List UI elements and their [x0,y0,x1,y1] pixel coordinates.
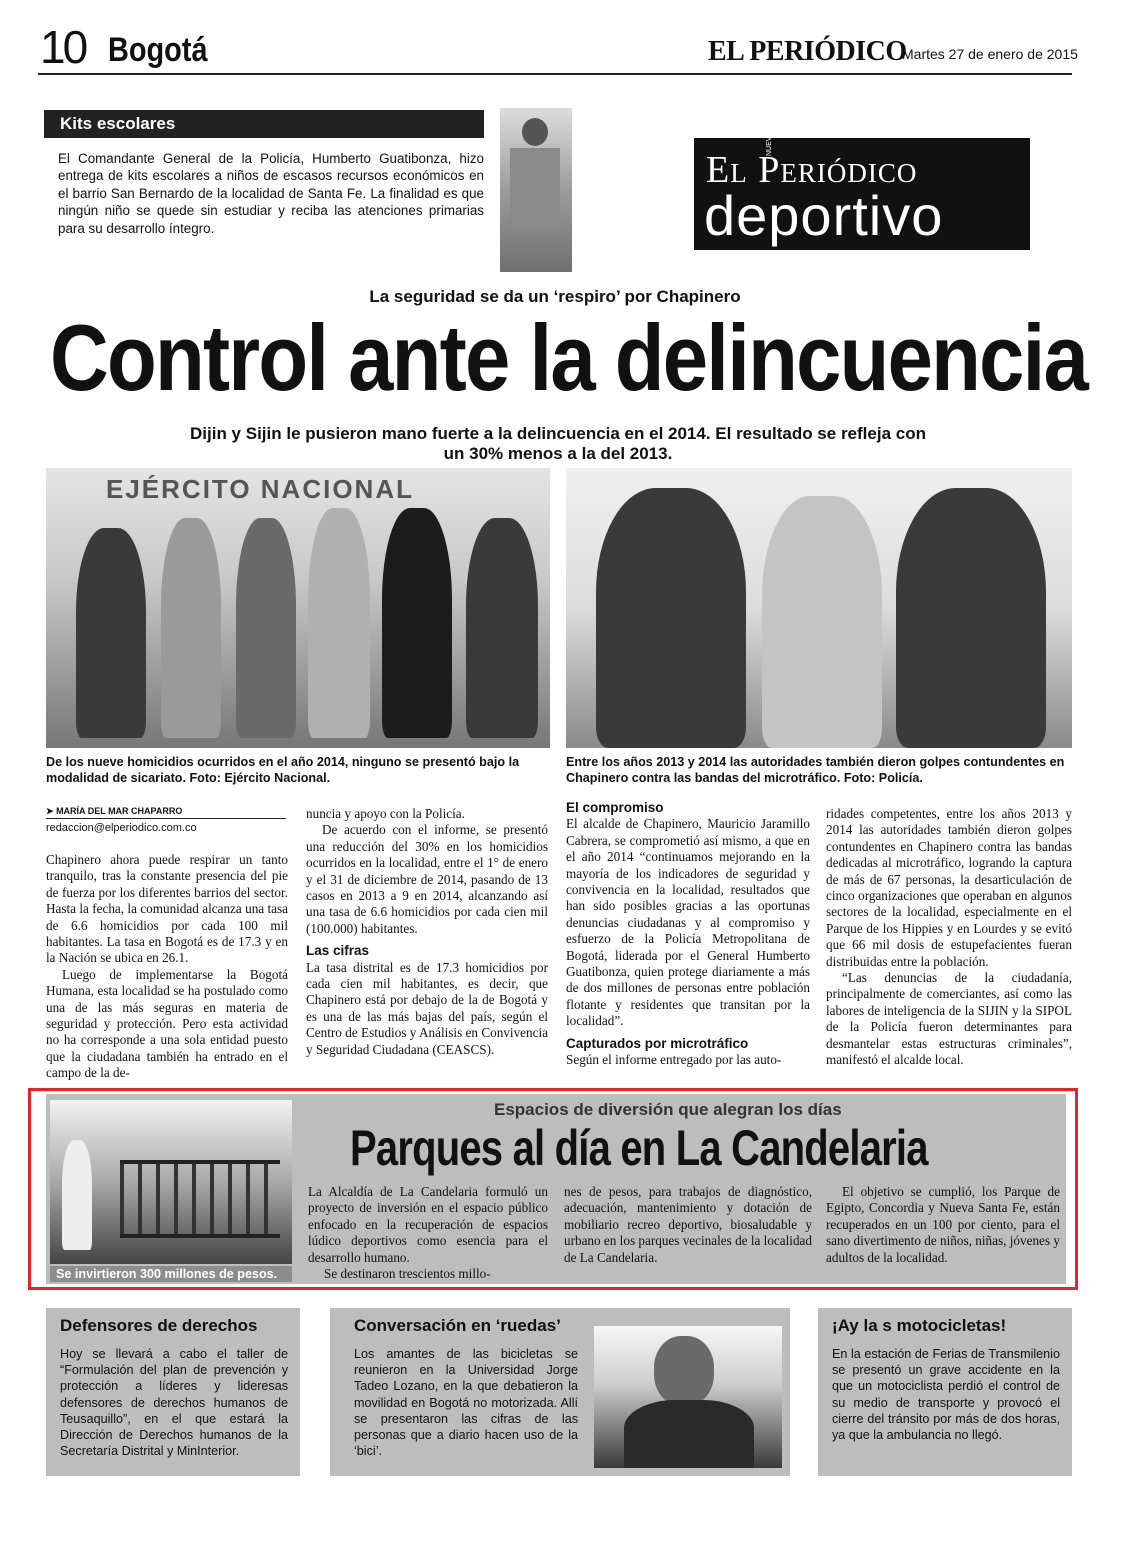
parques-column-2 [564,1184,812,1266]
main-col2-p3: La tasa distrital es de 17.3 homicidios por cada cien mil habitantes, es decir, que Chapinero está por debajo de la de Bogotá y es una de las más bajas del país, según el Centro de Estudios y Análisis en Convivencia y Seguridad Ciudadana (CEASCS). [306,959,548,1057]
main-col2-p1: nuncia y apoyo con la Policía. [306,806,465,821]
main-column-3 [566,800,810,1069]
kits-title: Kits escolares [44,110,484,138]
parques-photo-caption: Se invirtieron 300 millones de pesos. [50,1266,292,1282]
main-col3-subhead-1: El compromiso [566,800,664,815]
header-rule [38,73,1072,75]
byline-email: redaccion@elperiodico.com.co [46,822,197,834]
brief-motocicletas-title: ¡Ay la s motocicletas! [832,1316,1007,1335]
brief-conversacion-body: Los amantes de las bicicletas se reunieron en la Universidad Jorge Tadeo Lozano, en la que debatieron la movilidad en Bogotá no motorizada. Allí se presentaron las cifras de las personas que a diario hacen uso de la ‘bici’. [354,1347,578,1459]
main-col3-p1: El alcalde de Chapinero, Mauricio Jaramillo Cabrera, se comprometió así mismo, a que en el año 2014 “continuamos mejorando en la mayoría de los indicadores de seguridad y convivencia en la localidad, resultados que han sido posibles gracias a las oportunas denuncias ciudadanas y al compromiso y esfuerzo de la Policía Metropolitana de Bogotá, liderada por el General Humberto Guatibonza, quien protege diariamente a más de dos millones de personas entre población flotante y residentes que transitan por la localidad”. [566,816,810,1029]
main-col4-p2: “Las denuncias de la ciudadanía, principalmente de comerciantes, así como las labores de inteligencia de la SIJIN y la SIPOL de la Policía fueron determinantes para desmantelar estas estructuras criminales”, manifestó el alcalde local. [826,970,1072,1068]
parques-col3-p1: El objetivo se cumplió, los Parque de Egipto, Concordia y Nueva Santa Fe, están recuperados en un 100 por ciento, para el sano divertimento de niños, niñas, jóvenes y adultos de la localidad. [826,1184,1060,1265]
byline-name: MARÍA DEL MAR CHAPARRO [56,806,183,816]
newspaper-name: EL PERIÓDICO [708,36,907,67]
kits-photo [500,108,572,272]
byline-arrow-icon: ➤ [46,806,54,816]
deportivo-logo [694,131,1030,250]
brief-conversacion-title: Conversación en ‘ruedas’ [354,1316,561,1335]
parques-col2-p1: nes de pesos, para trabajos de diagnóstico, adecuación, mantenimiento y dotación de mobiliario recreo deportivo, biosaludable y urbano en los parques vecinales de la localidad de La Candelaria. [564,1184,812,1265]
brief-defensores [46,1308,300,1476]
brief-motocicletas-body: En la estación de Ferias de Transmilenio se presentó un grave accidente en la que un motociclista perdió el control de su medio de transporte y provocó el cierre del tránsito por más de dos horas, ya que la ambulancia no llegó. [832,1347,1060,1443]
main-col2-p2: De acuerdo con el informe, se presentó una reducción del 30% en los homicidios ocurridos en la localidad, entre el 1° de enero y el 31 de diciembre de 2014, pasando de 13 casos en 2013 a 9 en 2014, alcanzando así una tasa de 6.6 homicidios por cada cien mil (100.000) habitantes. [306,822,548,936]
parques-column-3 [826,1184,1060,1266]
byline-rule [46,818,286,819]
parques-photo [50,1100,292,1264]
main-column-2 [306,806,548,1058]
main-col1-p2: Luego de implementarse la Bogotá Humana, esta localidad se ha postulado como una de las más seguras en materia de seguridad y protección. Pero esta actividad no ha corresponde a una sola entidad puesto que la ciudadana también ha entrado en el campo de la de- [46,966,288,1081]
main-col4-p1: ridades competentes, entre los años 2013 y 2014 las autoridades también dieron golpes contundentes en Chapinero contra las bandas dedicadas al microtráfico, logrando la captura de más de 67 personas, la desarticulación de cinco organizaciones que operaban en algunos sectores de la localidad, especialmente en el Parque de los Hippies y en Lourdes y se evitó que 66 mil dosis de estupefacientes fueran distribuidas entre la población. [826,806,1072,969]
parques-col1-p2: Se destinaron trescientos millo- [324,1266,491,1282]
main-headline: Control ante la delincuencia [50,305,1088,410]
caption-right: Entre los años 2013 y 2014 las autoridades también dieron golpes contundentes en Chapinero contra las bandas del microtráfico. Foto: Policía. [566,755,1065,785]
main-column-4 [826,806,1072,1069]
parques-col1-p1: La Alcaldía de La Candelaria formuló un proyecto de inversión en el espacio público enfocado en la recuperación de espacios lúdico deportivos como esencia para el desarrollo humano. [308,1184,548,1265]
main-deck-line1: Dijin y Sijin le pusieron mano fuerte a la delincuencia en el 2014. El resultado se refleja con [190,424,926,443]
brief-defensores-title: Defensores de derechos [60,1316,258,1335]
section-name: Bogotá [108,31,208,69]
issue-date: Martes 27 de enero de 2015 [902,46,1078,62]
deportivo-logo-nuevo: NUEVO [766,131,773,156]
brief-conversacion [330,1308,790,1476]
main-kicker: La seguridad se da un ‘respiro’ por Chapinero [369,287,741,306]
main-deck-line2: un 30% menos a la del 2013. [443,444,673,463]
photo-army-detainees [46,468,550,748]
kits-box [44,100,484,272]
brief-defensores-body: Hoy se llevará a cabo el taller de “Formulación del plan de prevención y protección a líderes y lideresas defensores de derechos humanos de Teusaquillo”, en el que estará la Dirección de Derechos humanos de la Secretaría Distrital y MinInterior. [60,1347,288,1459]
parques-box [46,1094,1066,1284]
byline [46,806,286,817]
main-col1-p1: Chapinero ahora puede respirar un tanto tranquilo, tras la constante presencia del pie de fuerza por los diferentes barrios del sector. Hasta la fecha, la comunidad alcanza una tasa de 6.6 homicidios por cada 100 mil habitantes. La tasa en Bogotá es de 17.3 y en la Nación se ubica en 26.1. [46,852,288,966]
photo-army-sign: EJÉRCITO NACIONAL [106,474,414,504]
brief-conversacion-photo [594,1326,782,1468]
caption-left: De los nueve homicidios ocurridos en el año 2014, ninguno se presentó bajo la modalidad de sicariato. Foto: Ejército Nacional. [46,755,520,785]
deportivo-logo-line2: deportivo [704,184,944,247]
brief-motocicletas [818,1308,1072,1476]
photo-police-detainee [566,468,1072,748]
parques-column-1 [308,1184,548,1282]
main-col3-p2: Según el informe entregado por las auto- [566,1052,782,1068]
kits-body: El Comandante General de la Policía, Humberto Guatibonza, hizo entrega de kits escolares a niños de escasos recursos económicos en el barrio San Bernardo de la localidad de Santa Fe. La finalidad es que ningún niño se quede sin estudiar y reciba las atenciones primarias para su desarrollo íntegro. [58,151,484,236]
parques-headline: Parques al día en La Candelaria [350,1120,928,1176]
page-number: 10 [40,21,86,73]
parques-kicker: Espacios de diversión que alegran los días [494,1100,842,1119]
main-column-1 [46,852,288,1082]
deportivo-logo-line1: El Periódico [706,149,918,191]
main-col2-subhead: Las cifras [306,943,370,959]
main-col3-subhead-2: Capturados por microtráfico [566,1035,749,1051]
